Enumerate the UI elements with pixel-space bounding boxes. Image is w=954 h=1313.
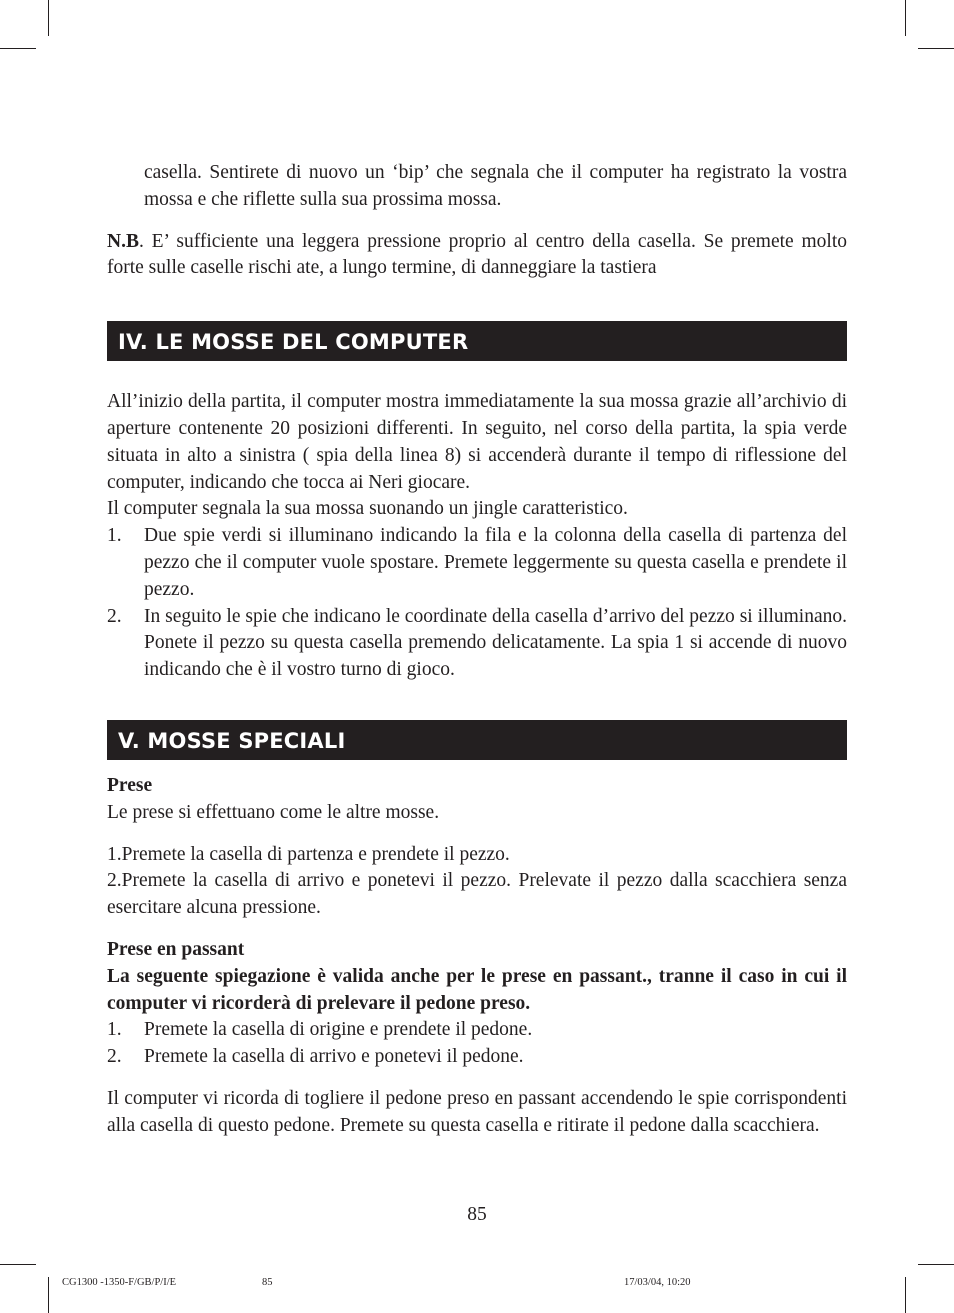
passant-list [107,1017,847,1071]
nb-paragraph [107,229,847,283]
list-item [107,1044,847,1071]
list-item-number: 1. [107,1019,122,1041]
crop-mark [0,48,36,49]
passant-bold-paragraph: La seguente spiegazione è valida anche per le prese en passant., tranne il caso in cui il computer vi ricorderà di prelevare il pedone preso. [107,965,847,1014]
section-heading-computer-moves: IV. LE MOSSE DEL COMPUTER [107,321,847,361]
crop-mark [48,0,49,36]
list-item-text: Premete la casella di origine e prendete il pedone. [144,1019,533,1041]
crop-mark [905,0,906,36]
closing-paragraph: Il computer vi ricorda di togliere il pedone preso en passant accendendo le spie corrispondenti alla casella di questo pedone. Premete su questa casella e ritirate il pedone dalla scacchiera. [107,1087,847,1136]
list-item [107,604,847,684]
crop-mark [918,1264,954,1265]
continuation-paragraph: casella. Sentirete di nuovo un ‘bip’ che segnala che il computer ha registrato la vostra mossa e che riflette sulla sua prossima mossa. [144,162,847,210]
crop-mark [0,1264,36,1265]
nb-text: . E’ sufficiente una leggera pressione proprio al centro della casella. Se premete molto forte sulle caselle rischi ate, a lungo termine, di danneggiare la tastiera [107,230,847,279]
passant-heading: Prese en passant [107,938,245,960]
section4-jingle-line: Il computer segnala la sua mossa suonando un jingle caratteristico. [107,498,628,520]
section-heading-special-moves: V. MOSSE SPECIALI [107,720,847,760]
prese-step-2: 2.Premete la casella di arrivo e ponetevi il pezzo. Prelevate il pezzo dalla scacchiera senza esercitare alcuna pressione. [107,870,847,919]
footer-doc-code: CG1300 -1350-F/GB/P/I/E [62,1277,177,1288]
page-number: 85 [467,1204,487,1225]
list-item [107,1017,847,1044]
page-content [107,160,847,1140]
crop-mark [905,1277,906,1313]
list-item-number: 2. [107,605,122,627]
list-item [107,523,847,603]
computer-moves-list [107,523,847,684]
footer-timestamp: 17/03/04, 10:20 [624,1277,691,1288]
list-item-text: In seguito le spie che indicano le coordinate della casella d’arrivo del pezzo si illuminano. Ponete il pezzo su questa casella premendo delicatamente. La spia 1 si accende di nuovo indicando che è il vostro turno di gioco. [144,605,847,681]
prese-step-1: 1.Premete la casella di partenza e prendete il pezzo. [107,843,510,865]
section4-paragraph: All’inizio della partita, il computer mostra immediatamente la sua mossa grazie all’archivio di aperture contenente 20 posizioni differenti. In seguito, nel corso della partita, la spia verde situata in alto a sinistra ( spia della linea 8) si accenderà durante il tempo di riflessione del computer, indicando che tocca ai Neri giocare. [107,391,847,493]
list-item-text: Due spie verdi si illuminano indicando la fila e la colonna della casella di partenza del pezzo che il computer vuole spostare. Premete leggermente su questa casella e prendete il pezzo. [144,525,847,600]
list-item-number: 1. [107,525,122,547]
list-item-text: Premete la casella di arrivo e ponetevi il pedone. [144,1046,524,1068]
prese-heading: Prese [107,774,153,796]
nb-label: N.B [107,230,139,252]
crop-mark [48,1277,49,1313]
footer-page: 85 [262,1277,273,1288]
list-item-number: 2. [107,1046,122,1068]
crop-mark [918,48,954,49]
prese-text: Le prese si effettuano come le altre mosse. [107,801,440,823]
